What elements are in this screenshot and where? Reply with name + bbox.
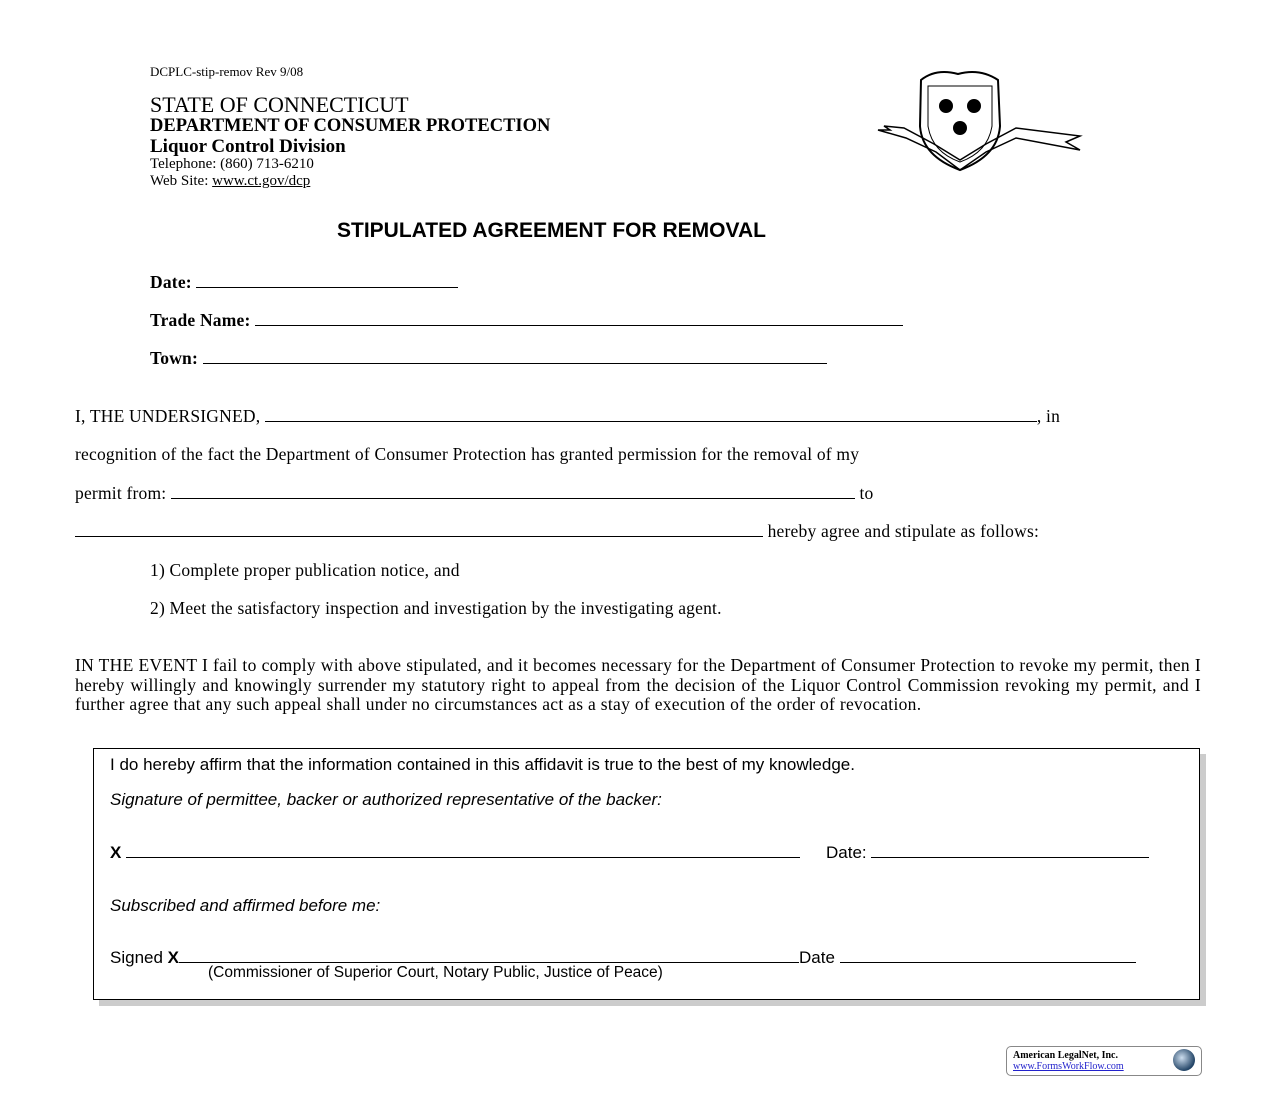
subscribed-label: Subscribed and affirmed before me: [110, 896, 381, 915]
date-label: Date: [826, 843, 867, 862]
town-field[interactable] [150, 348, 827, 369]
company-url[interactable]: www.FormsWorkFlow.com [1013, 1061, 1124, 1072]
revocation-paragraph: IN THE EVENT I fail to comply with above stipulated, and it becomes necessary for the Department of Consumer Protection to revoke my permit, then I hereby willingly and knowingly surrender my statutory right to appeal from the decision of the Liquor Control Commission revoking my permit, and I further agree that any such appeal shall under no circumstances act as a stay of execution of the order of revocation. [75, 655, 1201, 714]
document-title: STIPULATED AGREEMENT FOR REMOVAL [337, 219, 766, 242]
affirm-text: I do hereby affirm that the information contained in this affidavit is true to the best of my knowledge. [110, 755, 855, 774]
commissioner-caption: (Commissioner of Superior Court, Notary Public, Justice of Peace) [208, 964, 663, 981]
state-name: STATE OF CONNECTICUT [150, 92, 409, 117]
form-id: DCPLC-stip-remov Rev 9/08 [150, 64, 304, 79]
telephone: Telephone: (860) 713-6210 [150, 156, 314, 172]
permit-from-line[interactable] [75, 483, 874, 504]
undersigned-line[interactable] [75, 406, 1060, 427]
date-label: Date: [150, 272, 192, 292]
signature-label: Signature of permittee, backer or authorized representative of the backer: [110, 790, 662, 809]
stipulation-item-1: 1) Complete proper publication notice, and [150, 560, 460, 580]
notary-date-label: Date [799, 948, 835, 967]
globe-icon [1173, 1049, 1195, 1071]
x-mark: X [110, 843, 122, 862]
website-line [150, 173, 310, 190]
to-label: to [859, 483, 874, 503]
signed-label: Signed [110, 948, 168, 967]
website-link[interactable]: www.ct.gov/dcp [212, 173, 311, 189]
division-name: Liquor Control Division [150, 136, 346, 157]
permittee-signature-field[interactable] [110, 843, 800, 863]
trade-name-field[interactable] [150, 310, 903, 331]
company-name: American LegalNet, Inc. [1013, 1050, 1118, 1061]
american-legalnet-logo [1006, 1046, 1202, 1076]
stipulation-item-2: 2) Meet the satisfactory inspection and investigation by the investigating agent. [150, 598, 722, 618]
department-name: DEPARTMENT OF CONSUMER PROTECTION [150, 116, 551, 136]
state-seal-icon [876, 66, 1084, 178]
permittee-date-field[interactable] [826, 843, 1149, 863]
date-field[interactable] [150, 272, 458, 293]
permit-to-line[interactable] [75, 521, 1039, 542]
agree-text: hereby agree and stipulate as follows: [767, 521, 1040, 541]
affidavit-box [93, 748, 1200, 1000]
recognition-text: recognition of the fact the Department of Consumer Protection has granted permission for the removal of my [75, 444, 860, 464]
in-text: , in [1036, 406, 1061, 426]
x-mark: X [167, 948, 180, 967]
website-label: Web Site: [150, 173, 213, 189]
trade-name-label: Trade Name: [150, 310, 251, 330]
permit-from-label: permit from: [75, 483, 167, 503]
undersigned-label: I, THE UNDERSIGNED, [75, 406, 261, 426]
town-label: Town: [150, 348, 199, 368]
